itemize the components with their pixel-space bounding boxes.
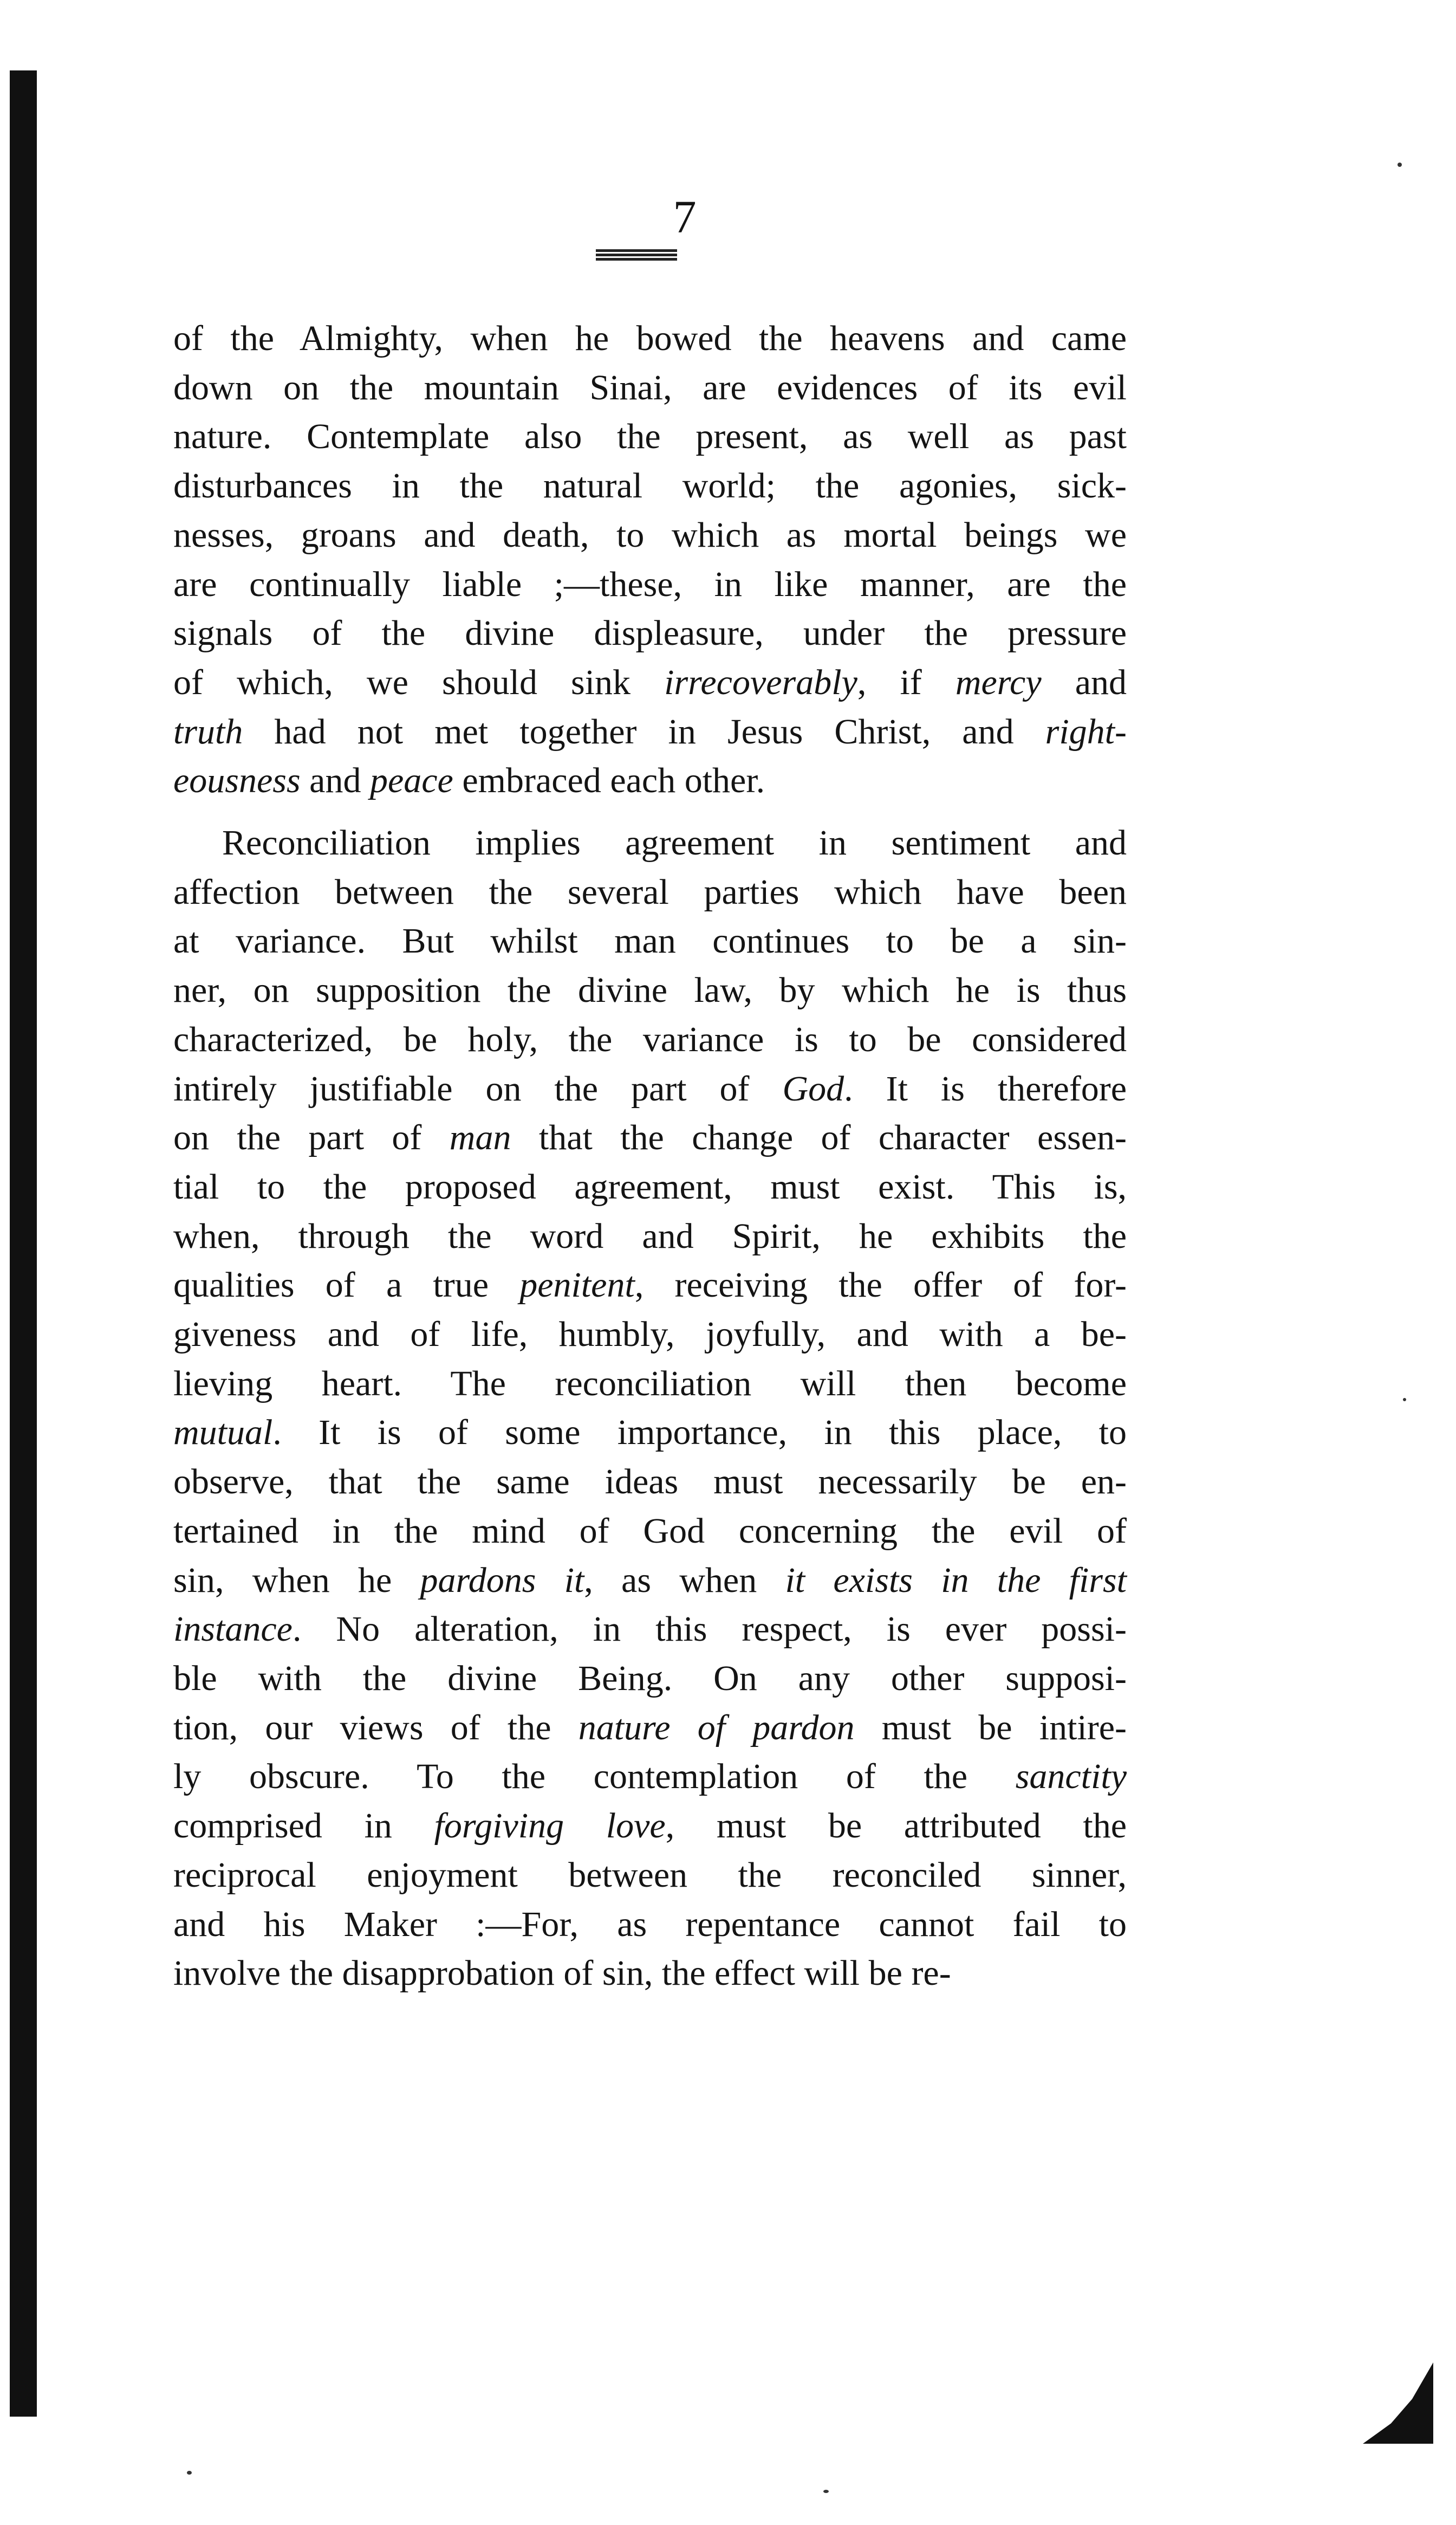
text-line bbox=[173, 1605, 1127, 1654]
text-run: , must be attributed the bbox=[665, 1806, 1127, 1846]
italic-text: irrecoverably bbox=[664, 662, 857, 702]
text-run: intirely justifiable on the part of bbox=[173, 1069, 783, 1109]
text-line: observe, that the same ideas must necessarily be en- bbox=[173, 1462, 1127, 1502]
text-line bbox=[173, 708, 1127, 757]
italic-text: man bbox=[449, 1118, 511, 1158]
text-run: . It is therefore bbox=[844, 1069, 1127, 1109]
page-number: 7 bbox=[673, 191, 697, 243]
text-line: reciprocal enjoyment between the reconciled sinner, bbox=[173, 1855, 1127, 1895]
text-run: , as when bbox=[584, 1560, 785, 1600]
text-line: ble with the divine Being. On any other supposi- bbox=[173, 1658, 1127, 1698]
text-line bbox=[173, 1408, 1127, 1458]
text-run: sin, when he bbox=[173, 1560, 420, 1600]
text-run: ly obscure. To the contemplation of the bbox=[173, 1757, 1016, 1797]
ink-speck bbox=[823, 2490, 829, 2493]
text-line bbox=[173, 1556, 1127, 1605]
italic-text: penitent bbox=[519, 1265, 635, 1305]
body-text bbox=[173, 314, 1127, 1998]
text-line bbox=[173, 658, 1127, 708]
ink-speck bbox=[1398, 163, 1402, 167]
text-run: that the change of character essen- bbox=[511, 1118, 1127, 1158]
text-line: signals of the divine displeasure, under the pressure bbox=[173, 613, 1127, 653]
italic-text: God bbox=[782, 1069, 844, 1109]
text-run: . No alteration, in this respect, is ever possi- bbox=[292, 1609, 1127, 1649]
italic-text: nature of pardon bbox=[578, 1707, 855, 1747]
text-line bbox=[173, 1113, 1127, 1163]
text-run: , receiving the offer of for- bbox=[634, 1265, 1127, 1305]
text-run: must be intire- bbox=[854, 1707, 1127, 1747]
text-line: tertained in the mind of God concerning the evil of bbox=[173, 1511, 1127, 1551]
italic-text: instance bbox=[173, 1609, 292, 1649]
text-line: ner, on supposition the divine law, by which he is thus bbox=[173, 970, 1127, 1011]
text-line: lieving heart. The reconciliation will then become bbox=[173, 1363, 1127, 1403]
text-run: qualities of a true bbox=[173, 1265, 520, 1305]
text-run: had not met together in Jesus Christ, and bbox=[243, 711, 1045, 752]
text-line: giveness and of life, humbly, joyfully, and with a be- bbox=[173, 1315, 1127, 1355]
book-spine-shadow bbox=[10, 70, 37, 2417]
page-number-rule bbox=[596, 249, 677, 260]
italic-text: peace bbox=[369, 761, 453, 801]
text-line: are continually liable ;—these, in like manner, are the bbox=[173, 564, 1127, 604]
italic-text: mercy bbox=[955, 662, 1042, 702]
text-line: characterized, be holy, the variance is to be considered bbox=[173, 1019, 1127, 1059]
italic-text: sanctity bbox=[1015, 1757, 1127, 1797]
text-line: down on the mountain Sinai, are evidences of its evil bbox=[173, 367, 1127, 407]
text-line bbox=[173, 756, 1127, 806]
ink-speck bbox=[1403, 1398, 1406, 1401]
text-line: of the Almighty, when he bowed the heavens and came bbox=[173, 319, 1127, 358]
text-line bbox=[173, 1704, 1127, 1753]
italic-text: right- bbox=[1045, 711, 1127, 752]
ink-speck bbox=[187, 2471, 192, 2475]
text-line: when, through the word and Spirit, he exhibits the bbox=[173, 1216, 1127, 1256]
paragraph-2 bbox=[173, 819, 1127, 1998]
text-run: tion, our views of the bbox=[173, 1707, 578, 1747]
text-line bbox=[173, 1261, 1127, 1310]
text-run: and bbox=[1041, 662, 1127, 702]
text-line: affection between the several parties which have been bbox=[173, 872, 1127, 912]
text-line: Reconciliation implies agreement in sentiment and bbox=[222, 823, 1127, 863]
text-run: and bbox=[300, 761, 370, 801]
text-run: comprised in bbox=[173, 1806, 434, 1846]
text-line: at variance. But whilst man continues to be a sin- bbox=[173, 921, 1127, 961]
text-run: . It is of some importance, in this place, to bbox=[272, 1413, 1127, 1453]
italic-text: eousness bbox=[173, 761, 301, 801]
text-line: and his Maker :—For, as repentance cannot fail to bbox=[173, 1904, 1127, 1944]
text-line: nesses, groans and death, to which as mortal beings we bbox=[173, 515, 1127, 555]
text-line bbox=[173, 1802, 1127, 1851]
italic-text: truth bbox=[173, 711, 243, 752]
italic-text: it exists in the first bbox=[785, 1560, 1127, 1600]
text-run: on the part of bbox=[173, 1118, 450, 1158]
paragraph-1 bbox=[173, 314, 1127, 806]
text-line bbox=[173, 1065, 1127, 1114]
text-line: nature. Contemplate also the present, as well as past bbox=[173, 417, 1127, 457]
text-line bbox=[173, 1752, 1127, 1802]
italic-text: pardons it bbox=[420, 1560, 584, 1600]
italic-text: forgiving love bbox=[434, 1806, 666, 1846]
text-line: involve the disapprobation of sin, the effect will be re- bbox=[173, 1953, 951, 1993]
text-run: embraced each other. bbox=[453, 761, 765, 801]
italic-text: mutual bbox=[173, 1413, 273, 1453]
page-corner-damage bbox=[1363, 2362, 1433, 2444]
text-line: disturbances in the natural world; the agonies, sick- bbox=[173, 466, 1127, 506]
text-line: tial to the proposed agreement, must exist. This is, bbox=[173, 1167, 1127, 1207]
text-run: of which, we should sink bbox=[173, 662, 665, 702]
text-run: , if bbox=[857, 662, 955, 702]
